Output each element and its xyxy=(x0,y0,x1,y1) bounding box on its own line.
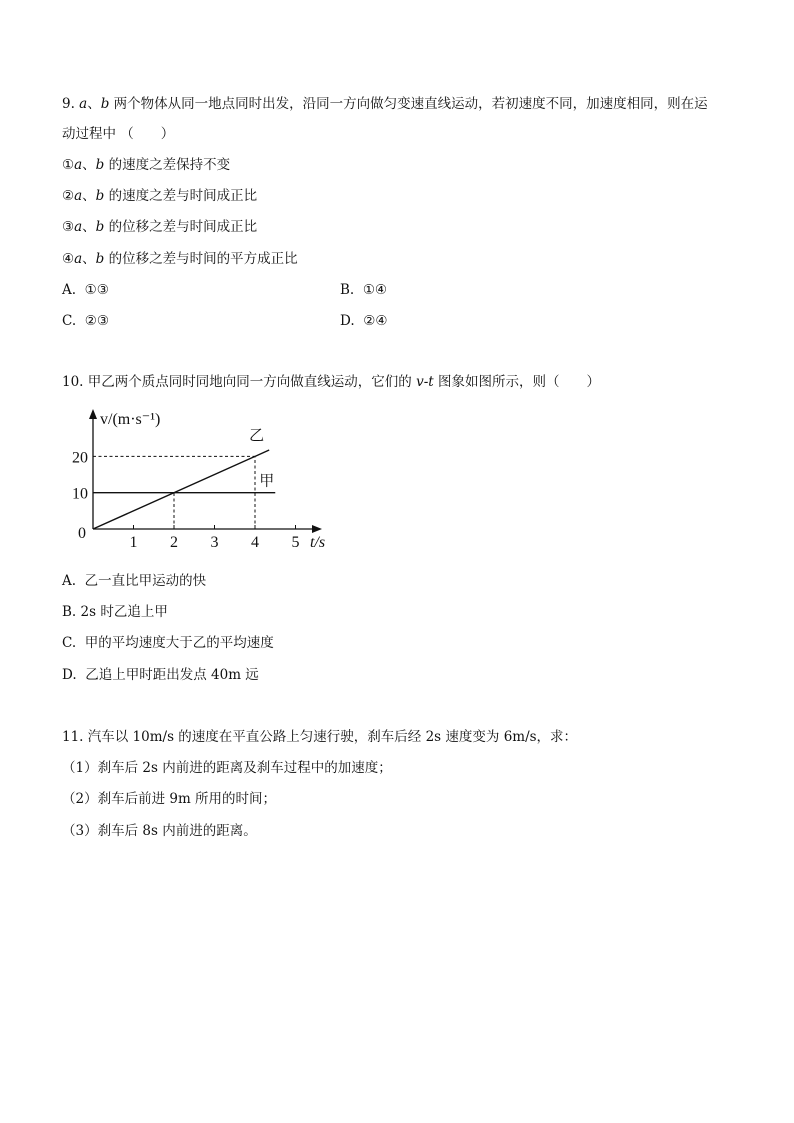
q10-stem: 10. 甲乙两个质点同时同地向同一方向做直线运动，它们的 v-t 图象如图所示，则（ ） xyxy=(62,374,600,390)
x-tick-label-5: 5 xyxy=(291,534,300,551)
vt-graph xyxy=(40,400,340,560)
series-label-2: 乙 xyxy=(249,428,265,445)
q11-part-2: （2）刹车后前进 9m 所用的时间； xyxy=(62,791,277,807)
x-tick-label-1: 1 xyxy=(129,534,138,551)
q9-statement-1: ①a、b 的速度之差保持不变 xyxy=(62,157,231,173)
x-axis-arrow xyxy=(312,525,322,533)
q10-option-d[interactable]: D. 乙追上甲时距出发点 40m 远 xyxy=(62,667,259,683)
q10-option-c[interactable]: C. 甲的平均速度大于乙的平均速度 xyxy=(62,635,274,651)
q9-option-a[interactable]: A. ①③ xyxy=(62,282,109,298)
y-axis-label: v/(m·s⁻¹) xyxy=(100,411,161,428)
q9-statement-2: ②a、b 的速度之差与时间成正比 xyxy=(62,188,258,204)
y-tick-label-10: 10 xyxy=(72,485,88,503)
q9-option-d[interactable]: D. ②④ xyxy=(340,313,388,329)
y-axis-arrow xyxy=(89,409,97,419)
q9-option-c[interactable]: C. ②③ xyxy=(62,313,109,329)
q9-stem-line1: 9. a、b 两个物体从同一地点同时出发，沿同一方向做匀变速直线运动，若初速度不同，加速度相同，则在运 xyxy=(62,96,708,112)
x-tick-label-4: 4 xyxy=(251,534,259,551)
var-b: b xyxy=(100,96,110,112)
q11-part-3: （3）刹车后 8s 内前进的距离。 xyxy=(62,823,257,839)
x-axis-label: t/s xyxy=(310,534,326,551)
q9-stem-line2: 动过程中 （ ） xyxy=(62,126,175,142)
x-tick-label-3: 3 xyxy=(210,534,219,551)
q10-option-b[interactable]: B. 2s 时乙追上甲 xyxy=(62,604,168,620)
q10-option-a[interactable]: A. 乙一直比甲运动的快 xyxy=(62,573,207,589)
series-line-2 xyxy=(93,450,269,529)
q9-statement-4: ④a、b 的位移之差与时间的平方成正比 xyxy=(62,251,298,267)
series-label-1: 甲 xyxy=(259,473,275,490)
q11-part-1: （1）刹车后 2s 内前进的距离及刹车过程中的加速度； xyxy=(62,760,392,776)
var-a: a xyxy=(79,96,88,112)
origin-label: 0 xyxy=(78,525,86,542)
q9-statement-3: ③a、b 的位移之差与时间成正比 xyxy=(62,219,258,235)
x-tick-label-2: 2 xyxy=(170,534,178,551)
q11-stem: 11. 汽车以 10m/s 的速度在平直公路上匀速行驶，刹车后经 2s 速度变为 6m/s，求： xyxy=(62,729,578,745)
y-tick-label-20: 20 xyxy=(72,449,88,467)
q9-option-b[interactable]: B. ①④ xyxy=(340,282,388,298)
